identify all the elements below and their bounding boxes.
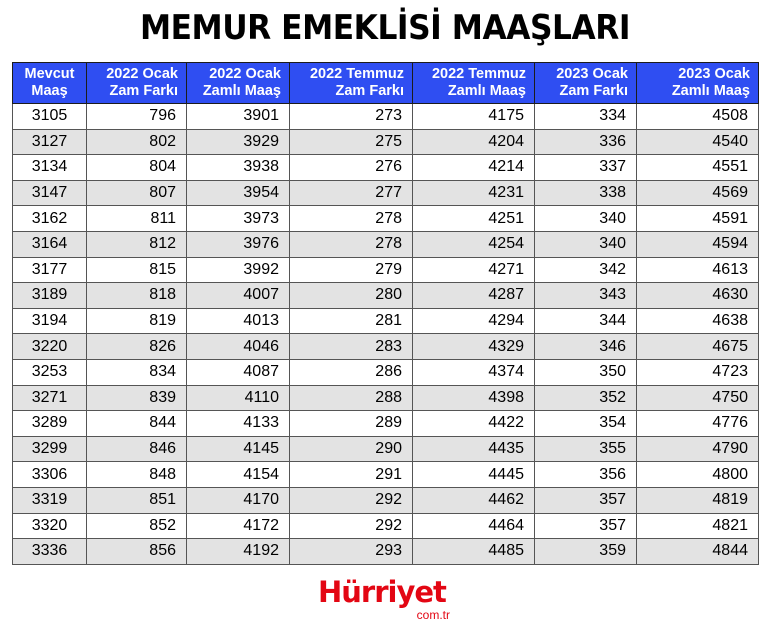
table-cell: 4675 bbox=[637, 334, 759, 360]
table-row bbox=[13, 385, 759, 411]
table-cell: 3194 bbox=[13, 308, 87, 334]
table-cell: 4170 bbox=[187, 487, 290, 513]
table-cell: 288 bbox=[290, 385, 413, 411]
table-cell: 292 bbox=[290, 513, 413, 539]
table-row bbox=[13, 539, 759, 565]
table-cell: 818 bbox=[87, 283, 187, 309]
table-cell: 4422 bbox=[413, 411, 535, 437]
logo-domain: com.tr bbox=[416, 608, 450, 622]
hurriyet-logo bbox=[318, 575, 452, 623]
table-cell: 293 bbox=[290, 539, 413, 565]
column-header bbox=[13, 63, 87, 104]
table-cell: 826 bbox=[87, 334, 187, 360]
table-cell: 278 bbox=[290, 206, 413, 232]
table-cell: 3177 bbox=[13, 257, 87, 283]
column-header-line: 2022 Temmuz bbox=[309, 66, 404, 82]
table-cell: 3976 bbox=[187, 231, 290, 257]
table-cell: 4110 bbox=[187, 385, 290, 411]
table-cell: 3134 bbox=[13, 155, 87, 181]
table-cell: 815 bbox=[87, 257, 187, 283]
column-header-line: Mevcut bbox=[24, 66, 75, 82]
table-row bbox=[13, 206, 759, 232]
table-cell: 359 bbox=[535, 539, 637, 565]
table-row bbox=[13, 104, 759, 130]
table-cell: 839 bbox=[87, 385, 187, 411]
table-body bbox=[13, 104, 759, 565]
table-cell: 4464 bbox=[413, 513, 535, 539]
table-cell: 4087 bbox=[187, 359, 290, 385]
column-header-line: 2022 Ocak bbox=[106, 66, 178, 82]
table-cell: 4007 bbox=[187, 283, 290, 309]
column-header-line: Zam Farkı bbox=[559, 83, 628, 99]
table-cell: 3220 bbox=[13, 334, 87, 360]
table-row bbox=[13, 359, 759, 385]
header-row bbox=[13, 63, 759, 104]
table-cell: 279 bbox=[290, 257, 413, 283]
table-cell: 4287 bbox=[413, 283, 535, 309]
page-title: MEMUR EMEKLİSİ MAAŞLARI bbox=[139, 8, 631, 48]
table-cell: 3147 bbox=[13, 180, 87, 206]
table-cell: 3289 bbox=[13, 411, 87, 437]
table-cell: 3938 bbox=[187, 155, 290, 181]
table-cell: 276 bbox=[290, 155, 413, 181]
table-cell: 4013 bbox=[187, 308, 290, 334]
table-cell: 4591 bbox=[637, 206, 759, 232]
table-cell: 3164 bbox=[13, 231, 87, 257]
table-cell: 3105 bbox=[13, 104, 87, 130]
column-header-line: Zamlı Maaş bbox=[447, 83, 526, 99]
column-header bbox=[290, 63, 413, 104]
table-cell: 804 bbox=[87, 155, 187, 181]
table-cell: 3929 bbox=[187, 129, 290, 155]
table-cell: 4374 bbox=[413, 359, 535, 385]
table-cell: 4133 bbox=[187, 411, 290, 437]
table-cell: 286 bbox=[290, 359, 413, 385]
table-cell: 354 bbox=[535, 411, 637, 437]
table-cell: 337 bbox=[535, 155, 637, 181]
table-cell: 812 bbox=[87, 231, 187, 257]
table-cell: 852 bbox=[87, 513, 187, 539]
table-cell: 3973 bbox=[187, 206, 290, 232]
table-row bbox=[13, 513, 759, 539]
table-cell: 355 bbox=[535, 436, 637, 462]
table-cell: 811 bbox=[87, 206, 187, 232]
table-row bbox=[13, 257, 759, 283]
table-cell: 356 bbox=[535, 462, 637, 488]
column-header-line: 2022 Ocak bbox=[209, 66, 281, 82]
table-row bbox=[13, 283, 759, 309]
table-cell: 289 bbox=[290, 411, 413, 437]
table-cell: 4329 bbox=[413, 334, 535, 360]
column-header bbox=[535, 63, 637, 104]
table-cell: 4594 bbox=[637, 231, 759, 257]
table-row bbox=[13, 231, 759, 257]
column-header bbox=[637, 63, 759, 104]
table-row bbox=[13, 411, 759, 437]
table-cell: 846 bbox=[87, 436, 187, 462]
table-cell: 340 bbox=[535, 231, 637, 257]
table-cell: 4551 bbox=[637, 155, 759, 181]
table-cell: 3320 bbox=[13, 513, 87, 539]
table-cell: 343 bbox=[535, 283, 637, 309]
table-cell: 4776 bbox=[637, 411, 759, 437]
column-header-line: Zamlı Maaş bbox=[202, 83, 281, 99]
table-cell: 4154 bbox=[187, 462, 290, 488]
table-cell: 4638 bbox=[637, 308, 759, 334]
table-row bbox=[13, 155, 759, 181]
table-cell: 334 bbox=[535, 104, 637, 130]
logo-wordmark: Hürriyet bbox=[318, 575, 446, 609]
table-cell: 3271 bbox=[13, 385, 87, 411]
table-cell: 3299 bbox=[13, 436, 87, 462]
table-cell: 4192 bbox=[187, 539, 290, 565]
table-row bbox=[13, 180, 759, 206]
table-cell: 3189 bbox=[13, 283, 87, 309]
table-cell: 281 bbox=[290, 308, 413, 334]
table-cell: 3901 bbox=[187, 104, 290, 130]
table-header bbox=[13, 63, 759, 104]
table-cell: 292 bbox=[290, 487, 413, 513]
table-cell: 4723 bbox=[637, 359, 759, 385]
table-cell: 3162 bbox=[13, 206, 87, 232]
table-row bbox=[13, 436, 759, 462]
table-row bbox=[13, 308, 759, 334]
column-header bbox=[187, 63, 290, 104]
table-cell: 280 bbox=[290, 283, 413, 309]
table-cell: 4821 bbox=[637, 513, 759, 539]
table-cell: 4251 bbox=[413, 206, 535, 232]
table-row bbox=[13, 129, 759, 155]
table-cell: 336 bbox=[535, 129, 637, 155]
table-cell: 4750 bbox=[637, 385, 759, 411]
table-cell: 856 bbox=[87, 539, 187, 565]
table-cell: 4271 bbox=[413, 257, 535, 283]
table-cell: 4508 bbox=[637, 104, 759, 130]
table-cell: 4844 bbox=[637, 539, 759, 565]
table-cell: 4145 bbox=[187, 436, 290, 462]
table-cell: 290 bbox=[290, 436, 413, 462]
table-cell: 4204 bbox=[413, 129, 535, 155]
table-row bbox=[13, 334, 759, 360]
table-cell: 819 bbox=[87, 308, 187, 334]
column-header-line: Zam Farkı bbox=[109, 83, 178, 99]
table-cell: 848 bbox=[87, 462, 187, 488]
table-cell: 3319 bbox=[13, 487, 87, 513]
table-cell: 807 bbox=[87, 180, 187, 206]
table-cell: 4462 bbox=[413, 487, 535, 513]
table-cell: 4790 bbox=[637, 436, 759, 462]
table-row bbox=[13, 487, 759, 513]
table-cell: 350 bbox=[535, 359, 637, 385]
column-header-line: 2023 Ocak bbox=[556, 66, 628, 82]
table-cell: 4569 bbox=[637, 180, 759, 206]
table-cell: 277 bbox=[290, 180, 413, 206]
table-cell: 834 bbox=[87, 359, 187, 385]
table-cell: 4046 bbox=[187, 334, 290, 360]
table-cell: 4398 bbox=[413, 385, 535, 411]
table-cell: 3336 bbox=[13, 539, 87, 565]
table-cell: 844 bbox=[87, 411, 187, 437]
table-cell: 344 bbox=[535, 308, 637, 334]
column-header bbox=[87, 63, 187, 104]
salary-table bbox=[12, 62, 759, 565]
table-cell: 3992 bbox=[187, 257, 290, 283]
column-header-line: Zamlı Maaş bbox=[671, 83, 750, 99]
table-cell: 4800 bbox=[637, 462, 759, 488]
table-cell: 338 bbox=[535, 180, 637, 206]
table-cell: 346 bbox=[535, 334, 637, 360]
table-cell: 340 bbox=[535, 206, 637, 232]
table-cell: 278 bbox=[290, 231, 413, 257]
table-cell: 4175 bbox=[413, 104, 535, 130]
table-cell: 3954 bbox=[187, 180, 290, 206]
table-cell: 4231 bbox=[413, 180, 535, 206]
table-cell: 4214 bbox=[413, 155, 535, 181]
column-header-line: 2023 Ocak bbox=[678, 66, 750, 82]
table-cell: 275 bbox=[290, 129, 413, 155]
table-cell: 4435 bbox=[413, 436, 535, 462]
table-cell: 4254 bbox=[413, 231, 535, 257]
table-cell: 352 bbox=[535, 385, 637, 411]
table-cell: 796 bbox=[87, 104, 187, 130]
table-cell: 851 bbox=[87, 487, 187, 513]
column-header-line: 2022 Temmuz bbox=[431, 66, 526, 82]
table-cell: 273 bbox=[290, 104, 413, 130]
table-cell: 3253 bbox=[13, 359, 87, 385]
table-cell: 4540 bbox=[637, 129, 759, 155]
table-cell: 342 bbox=[535, 257, 637, 283]
column-header-line: Maaş bbox=[31, 83, 68, 99]
table-cell: 4485 bbox=[413, 539, 535, 565]
table-cell: 291 bbox=[290, 462, 413, 488]
table-cell: 3306 bbox=[13, 462, 87, 488]
table-cell: 4630 bbox=[637, 283, 759, 309]
table-cell: 4819 bbox=[637, 487, 759, 513]
table-cell: 4172 bbox=[187, 513, 290, 539]
table-cell: 4613 bbox=[637, 257, 759, 283]
table-cell: 3127 bbox=[13, 129, 87, 155]
column-header-line: Zam Farkı bbox=[335, 83, 404, 99]
table-cell: 283 bbox=[290, 334, 413, 360]
table-cell: 357 bbox=[535, 513, 637, 539]
table-cell: 357 bbox=[535, 487, 637, 513]
column-header bbox=[413, 63, 535, 104]
table-cell: 4294 bbox=[413, 308, 535, 334]
table-cell: 802 bbox=[87, 129, 187, 155]
table-row bbox=[13, 462, 759, 488]
table-cell: 4445 bbox=[413, 462, 535, 488]
